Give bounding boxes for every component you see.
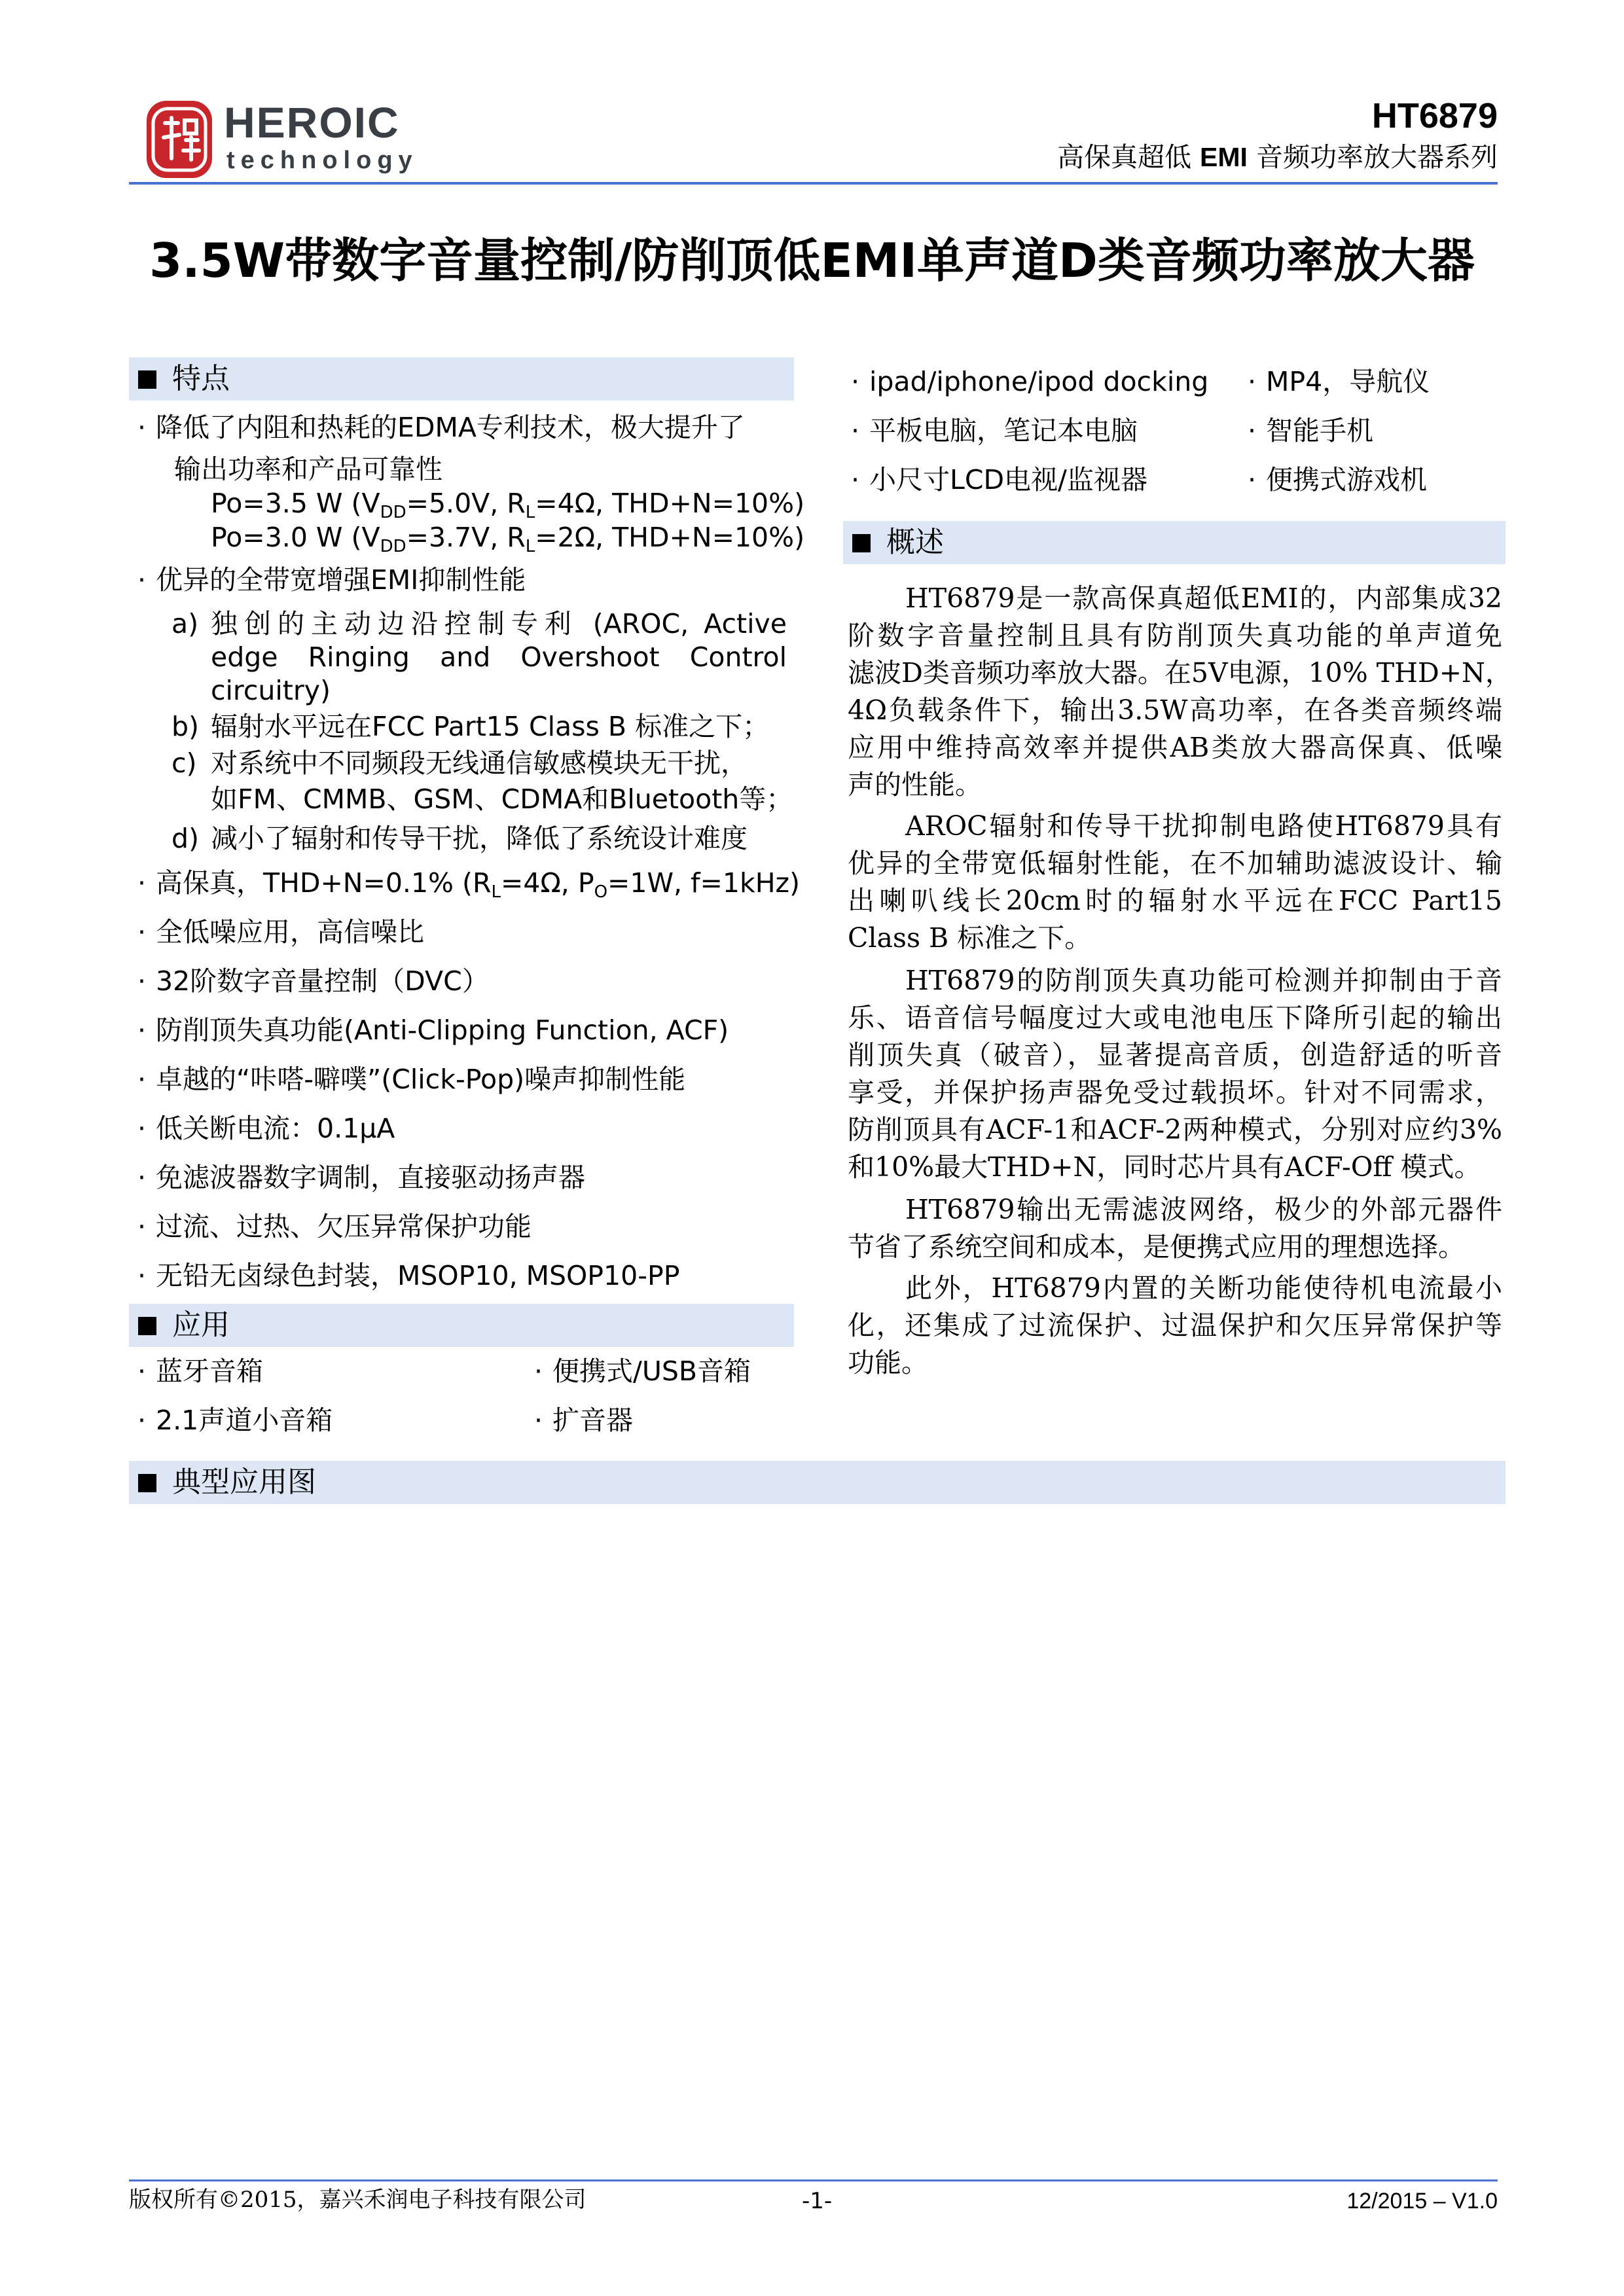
feature-item: · 全低噪应用，高信噪比 xyxy=(137,916,424,948)
sub-item-label: d) xyxy=(171,823,200,854)
application-item: · 小尺寸LCD电视/监视器 xyxy=(851,464,1147,495)
overview-paragraph: HT6879的防削顶失真功能可检测并抑制由于音 乐、语音信号幅度过大或电池电压下降所引起的输出 削顶失真（破音），显著提高音质，创造舒适的听音 享受，并保护扬声器免受过载损坏。针对不同需求， 防削顶具有ACF-1和ACF-2两种模式，分别对应约3% 和10%最大THD+N，同时芯片具有ACF-Off 模式。 xyxy=(848,965,1502,1183)
feature-item-continued: 输出功率和产品可靠性 xyxy=(174,454,442,485)
header-rule xyxy=(129,182,1498,185)
feature-item: · 防削顶失真功能(Anti-Clipping Function, ACF) xyxy=(137,1014,729,1046)
feature-item: · 低关断电流：0.1μA xyxy=(137,1113,395,1144)
company-logo xyxy=(145,98,433,183)
part-number: HT6879 xyxy=(1371,96,1498,135)
section-overview xyxy=(843,521,1506,564)
section-square-icon xyxy=(852,534,871,552)
feature-item: · 优异的全带宽增强EMI抑制性能 xyxy=(137,564,526,596)
brand-name: HEROIC xyxy=(224,98,400,147)
application-item: · 蓝牙音箱 xyxy=(137,1355,263,1387)
section-heading: 特点 xyxy=(172,362,230,395)
feature-item: · 免滤波器数字调制，直接驱动扬声器 xyxy=(137,1162,585,1193)
document-version: 12/2015 – V1.0 xyxy=(1346,2189,1498,2214)
sub-item-label: a) xyxy=(171,608,199,639)
overview-paragraph: HT6879输出无需滤波网络，极少的外部元器件 节省了系统空间和成本，是便携式应用的理想选择。 xyxy=(848,1194,1502,1263)
feature-item: · 32阶数字音量控制（DVC） xyxy=(137,965,489,997)
feature-item: · 降低了内阻和热耗的EDMA专利技术，极大提升了 xyxy=(137,412,745,443)
heroic-seal-icon xyxy=(145,98,214,180)
feature-power-spec: Po=3.0 W ($V_{DD}=3.7V$, $R_L=2\Omega$, THD+N=10%) xyxy=(211,522,805,556)
sub-item-text: 辐射水平远在FCC Part15 Class B 标准之下； xyxy=(211,711,770,742)
section-square-icon xyxy=(138,1317,156,1335)
sub-item-text: edge Ringing and Overshoot Control xyxy=(211,641,787,673)
application-item: · 智能手机 xyxy=(1248,415,1373,446)
application-item: · 便携式游戏机 xyxy=(1248,464,1427,495)
document-title: 3.5W带数字音量控制/防削顶低EMI单声道D类音频功率放大器 xyxy=(149,233,1475,288)
footer-copyright: 版权所有©2015，嘉兴禾润电子科技有限公司 xyxy=(129,2187,586,2213)
page-number: -1- xyxy=(802,2188,833,2214)
sub-item-text: circuitry) xyxy=(211,675,331,706)
sub-item-text: 减小了辐射和传导干扰，降低了系统设计难度 xyxy=(211,823,748,854)
application-item: · 2.1声道小音箱 xyxy=(137,1405,333,1436)
series-title: 高保真超低 EMI 音频功率放大器系列 xyxy=(1057,141,1498,173)
section-square-icon xyxy=(138,370,156,389)
application-item: · MP4，导航仪 xyxy=(1248,366,1430,397)
overview-paragraph: 此外，HT6879内置的关断功能使待机电流最小 化，还集成了过流保护、过温保护和欠压异常保护等 功能。 xyxy=(848,1272,1502,1378)
section-typical-application xyxy=(129,1461,1506,1504)
application-item: · ipad/iphone/ipod docking xyxy=(851,366,1209,397)
overview-paragraph: HT6879是一款高保真超低EMI的，内部集成32 阶数字音量控制且具有防削顶失真功能的单声道免 滤波D类音频功率放大器。在5V电源，10% THD+N， 4Ω负载条件下，输出3.5W高功率，在各类音频终端 应用中维持高效率并提供AB类放大器高保真、低噪 声的性能。 xyxy=(848,583,1512,800)
section-heading: 概述 xyxy=(886,526,944,559)
section-square-icon xyxy=(138,1474,156,1492)
footer-rule xyxy=(129,2179,1498,2181)
application-item: · 扩音器 xyxy=(534,1405,633,1436)
section-applications xyxy=(129,1304,794,1347)
section-heading: 应用 xyxy=(172,1308,230,1342)
overview-paragraph: AROC辐射和传导干扰抑制电路使HT6879具有 优异的全带宽低辐射性能，在不加辅助滤波设计、输 出喇叭线长20cm时的辐射水平远在FCC Part15 Class B 标准之下。 xyxy=(848,810,1502,954)
section-features xyxy=(129,357,794,401)
sub-item-label: b) xyxy=(171,711,200,742)
brand-subtitle: technology xyxy=(226,147,418,174)
feature-item: · 无铅无卤绿色封装，MSOP10, MSOP10-PP xyxy=(137,1260,680,1291)
sub-item-text: 对系统中不同频段无线通信敏感模块无干扰， xyxy=(211,747,748,779)
sub-item-text: 独创的主动边沿控制专利 (AROC, Active xyxy=(211,608,787,639)
feature-item: · 高保真，THD+N=0.1% ($R_L=4\Omega$, $P_O=1W$, f=1kHz) xyxy=(137,867,801,902)
section-heading: 典型应用图 xyxy=(172,1465,316,1499)
feature-item: · 过流、过热、欠压异常保护功能 xyxy=(137,1211,532,1242)
application-item: · 便携式/USB音箱 xyxy=(534,1355,751,1387)
sub-item-text: 如FM、CMMB、GSM、CDMA和Bluetooth等； xyxy=(211,783,793,815)
feature-item: · 卓越的“咔嗒-噼噗”(Click-Pop)噪声抑制性能 xyxy=(137,1064,686,1095)
application-item: · 平板电脑，笔记本电脑 xyxy=(851,415,1138,446)
feature-power-spec: Po=3.5 W ($V_{DD}=5.0V$, $R_L=4\Omega$, THD+N=10%) xyxy=(211,488,805,522)
sub-item-label: c) xyxy=(171,747,197,779)
